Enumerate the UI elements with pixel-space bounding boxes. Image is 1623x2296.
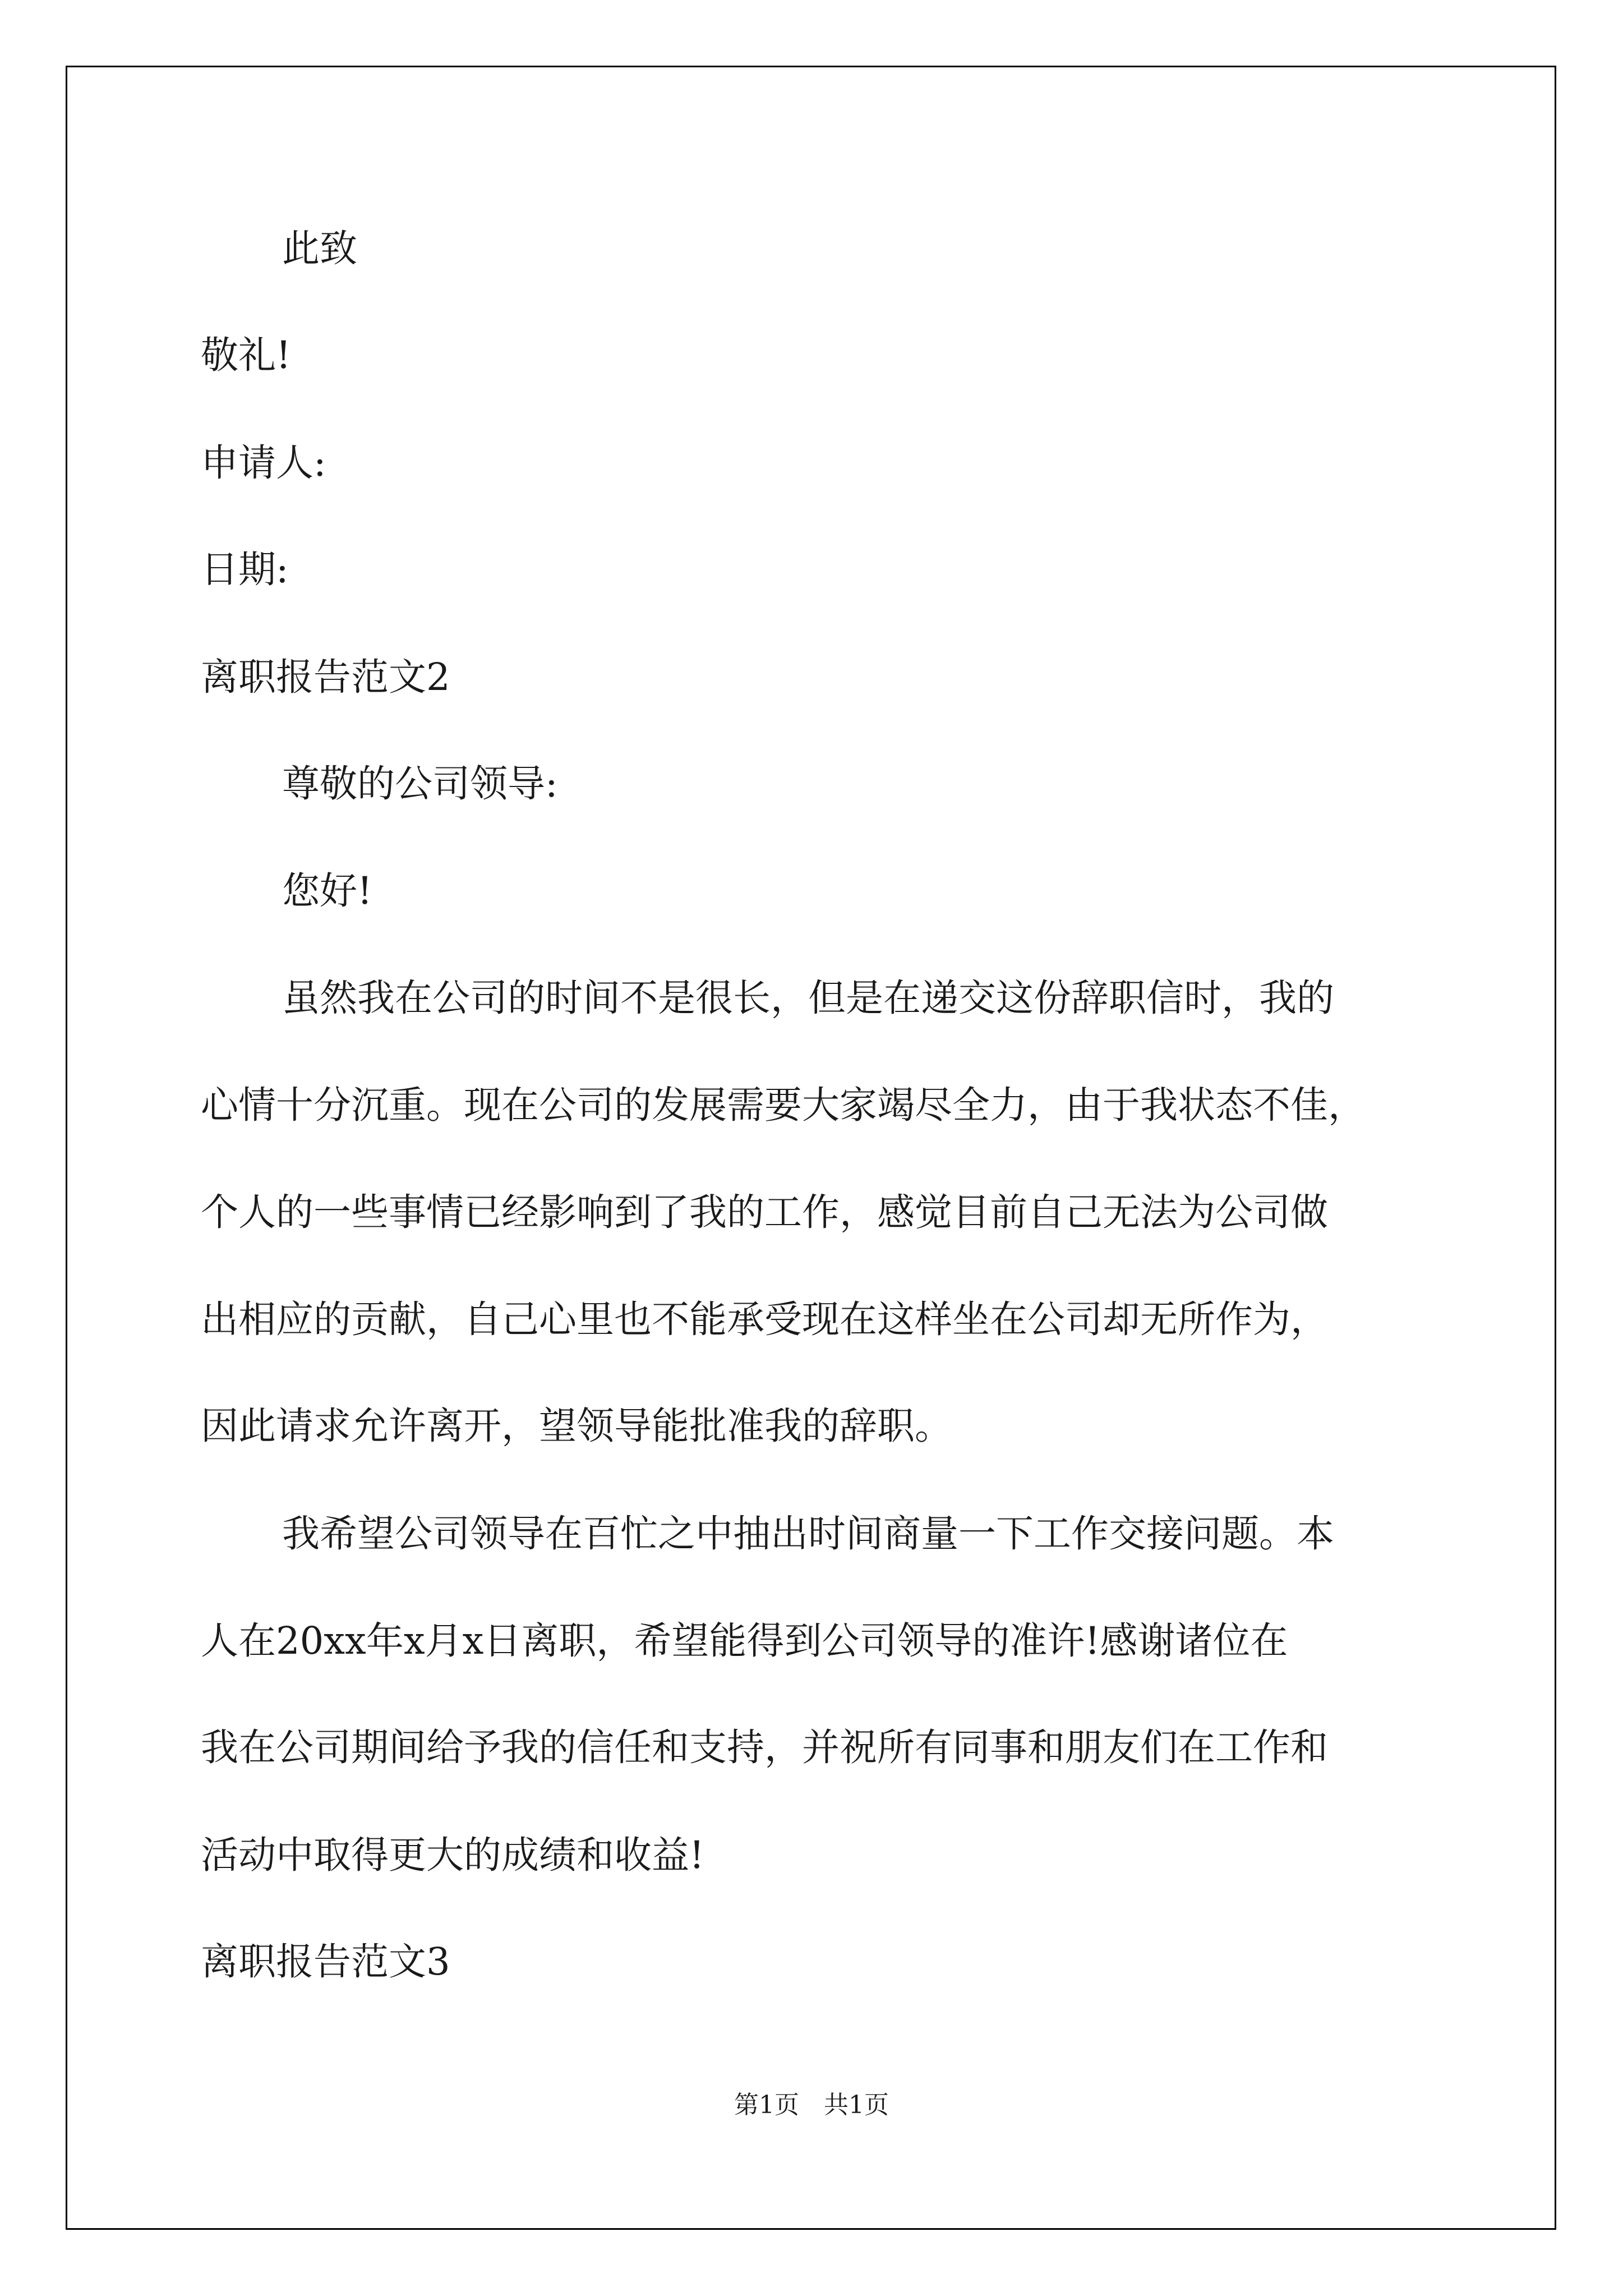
greeting-recipient: 尊敬的公司领导:	[282, 762, 558, 806]
closing-regards: 敬礼!	[201, 333, 291, 377]
body-paragraph-line: 出相应的贡献，自己心里也不能承受现在这样坐在公司却无所作为，	[201, 1297, 1328, 1341]
applicant-label: 申请人:	[201, 441, 326, 485]
body-paragraph-line: 我在公司期间给予我的信任和支持，并祝所有同事和朋友们在工作和	[201, 1726, 1328, 1769]
body-paragraph-line: 个人的一些事情已经影响到了我的工作，感觉目前自己无法为公司做	[201, 1190, 1328, 1234]
body-paragraph-line: 心情十分沉重。现在公司的发展需要大家竭尽全力，由于我状态不佳，	[201, 1083, 1366, 1127]
section-heading-2: 离职报告范文2	[201, 655, 450, 699]
body-paragraph-line: 虽然我在公司的时间不是很长，但是在递交这份辞职信时，我的	[282, 976, 1334, 1020]
page-footer: 第1页 共1页	[734, 2091, 889, 2119]
body-paragraph-line: 我希望公司领导在百忙之中抽出时间商量一下工作交接问题。本	[282, 1512, 1334, 1556]
greeting-hello: 您好!	[282, 869, 372, 913]
body-paragraph-line: 人在20xx年x月x日离职，希望能得到公司领导的准许!感谢诸位在	[201, 1619, 1288, 1663]
date-label: 日期:	[201, 547, 289, 591]
body-paragraph-line: 因此请求允许离开，望领导能批准我的辞职。	[201, 1404, 952, 1448]
section-heading-3: 离职报告范文3	[201, 1940, 450, 1984]
page-border	[66, 66, 1556, 2230]
body-paragraph-line: 活动中取得更大的成绩和收益!	[201, 1833, 704, 1877]
closing-salutation: 此致	[282, 227, 357, 270]
